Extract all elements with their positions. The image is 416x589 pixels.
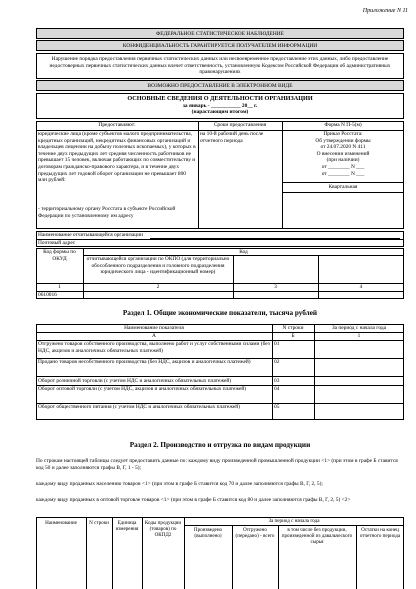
okud-header: Код формы по ОКУД: [43, 249, 76, 262]
section2-col-produced: Произведено (выполнено): [193, 527, 223, 540]
order-line-6: от ________ N ___: [321, 163, 365, 170]
okpo-header: отчитывающейся организации по ОКПО (для территориально обособленного подразделения и головного подразделения юридического лица - идентификационный номер): [86, 256, 230, 276]
section2-col-row: N строки: [89, 520, 109, 526]
section1-row-code: 01: [274, 341, 280, 347]
code-divider-2: [233, 255, 234, 299]
section2-col-stock: Остатки на конец отчетного периода: [359, 527, 401, 540]
section1-row-name: Продано товаров несобственного производства (без НДС, акцизов и аналогичных платежей): [38, 359, 251, 365]
section2-col-name: Наименование: [45, 520, 77, 526]
section2-col-codes: Коды продукции (товаров) по ОКПД2: [144, 520, 182, 539]
confidentiality-bar: [36, 40, 404, 51]
section2-col-unit: Единица измерения: [115, 520, 139, 533]
violation-text: Нарушение порядка предоставления первичных статистических данных или несвоевременное предоставление этих данных, либо предоставление недостоверных первичных статистических данных влечет ответственность, установленную Кодексом Российской Федерации об административных правонарушениях: [49, 56, 391, 76]
code-divider-3: [318, 255, 319, 299]
section2-header-rule: [184, 525, 404, 526]
fed-observation-bar: [36, 28, 404, 39]
section1-col-name: Наименование показателя: [124, 325, 184, 331]
postal-address-line: [80, 246, 400, 247]
form-number-header: Форма N П-5(м): [324, 122, 362, 128]
order-line-3: от 24.07.2020 N 411: [320, 144, 366, 151]
okud-value: 0610016: [38, 292, 57, 298]
submitters-text: юридические лица (кроме субъектов малого предпринимательства, кредитных организаций, некредитных финансовых организаций и владельцев лицензии на добычу полезных ископаемых), у которых в течение двух предыдущих лет средняя численность работников не превышает 15 человек, включая работающих по совместительству и договорам гражданско-правового характера, и в течение двух предыдущих лет годовой оборот организации не превышает 800 млн рублей:: [38, 131, 196, 184]
section1-row-name: Оборот розничной торговли (с учетом НДС и аналогичных обязательных платежей): [38, 377, 232, 384]
quarterly-rule-bottom: [282, 192, 404, 193]
org-info-divider: [36, 239, 404, 240]
section1-col-period: За период с начала года: [331, 325, 387, 331]
code-col-number-3: 3: [274, 284, 277, 290]
section1-row-code: 03: [274, 377, 280, 384]
section1-row-name: Отгружено товаров собственного производства, выполнено работ и услуг собственными силами (без НДС, акцизов и аналогичных обязательных платежей): [38, 341, 270, 354]
order-line-7: от ________ N ___: [321, 170, 365, 177]
section1-row-name: Оборот общественного питания (с учетом НДС и аналогичных обязательных платежей): [38, 404, 240, 410]
form-period: за январь - ___________ 20__ г.: [182, 102, 258, 109]
code-numbers-bottom: [36, 291, 404, 292]
section2-col-tolling: в том числе без продукции, произведенной из давальческого сырья: [281, 527, 353, 546]
code-col-number-4: 4: [359, 284, 363, 290]
section1-letter-a: А: [152, 333, 156, 339]
order-line-2: Об утверждении формы: [315, 137, 371, 144]
section1-letter-b: Б: [291, 333, 295, 339]
section1-letter-1: 1: [357, 333, 361, 339]
postal-address-label: Почтовый адрес: [38, 239, 76, 246]
confidentiality-text: КОНФИДЕНЦИАЛЬНОСТЬ ГАРАНТИРУЕТСЯ ПОЛУЧАТЕЛЕМ ИНФОРМАЦИИ: [122, 43, 318, 49]
org-name-line: [150, 238, 400, 239]
section1-col-row: N строки: [282, 325, 304, 331]
electronic-bar: [36, 80, 404, 91]
order-line-5: (при наличии): [326, 157, 360, 164]
section1-row-code: 04: [274, 386, 280, 392]
submitters-recipient: - территориальному органу Росстата в субъекте Российской Федерации по установленному им адресу: [38, 206, 176, 219]
deadlines-header: Сроки предоставления: [213, 122, 267, 128]
code-col-number-1: 1: [58, 284, 61, 290]
deadline-text: на 10-й рабочий день после отчетного периода: [200, 131, 264, 144]
quarterly-rule-top: [282, 182, 404, 183]
section1-row-code: 05: [274, 404, 280, 410]
code-col-number-2: 2: [156, 284, 160, 290]
section2-paragraph-3: каждому виду проданных в оптовой торговле товаров <1> (при этом в графе Б ставится код 80 и далее заполняются графы В, Г, 2, 5) <2>: [36, 497, 351, 503]
org-name-label: Наименование отчитывающейся организации: [38, 231, 143, 238]
section2-paragraph-2: каждому виду проданных населению товаров <1> (при этом в графе Б ставится код 70 и далее заполняются графы В, Г, 2, 5);: [36, 481, 323, 487]
order-line-4: О внесении изменений: [316, 150, 370, 157]
appendix-label: Приложение N 11: [362, 8, 408, 14]
submission-divider-1: [198, 121, 199, 229]
section2-title: Раздел 2. Производство и отгрузка по видам продукции: [129, 441, 311, 449]
code-header: Код: [239, 249, 248, 255]
section1-row-code: 02: [274, 359, 280, 365]
form-cumulative: (нарастающим итогом): [191, 109, 249, 116]
order-line-1: Приказ Росстата:: [323, 131, 363, 137]
section1-title: Раздел 1. Общие экономические показатели, тысяча рублей: [122, 309, 318, 317]
electronic-text: ВОЗМОЖНО ПРЕДОСТАВЛЕНИЕ В ЭЛЕКТРОННОМ ВИДЕ: [147, 83, 293, 89]
section2-since-year: За период с начала года: [268, 518, 320, 524]
section2-divider-1: [86, 517, 87, 589]
form-title-box: [36, 93, 404, 119]
section2-paragraph-1: По строкам настоящей таблицы следует предоставить данные по: каждому виду произведенной промышленной продукции <1> (при этом в графе Б ставится код 50 и далее заполняются графы В, Г, 1 - 5);: [36, 458, 398, 471]
submitters-header: Предоставляют:: [98, 122, 136, 128]
form-title: ОСНОВНЫЕ СВЕДЕНИЯ О ДЕЯТЕЛЬНОСТИ ОРГАНИЗАЦИИ: [127, 95, 313, 102]
section2-col-shipped: Отгружено (передано) - всего: [235, 527, 275, 540]
fed-observation-text: ФЕДЕРАЛЬНОЕ СТАТИСТИЧЕСКОЕ НАБЛЮДЕНИЕ: [156, 31, 284, 37]
section1-row-name: Оборот оптовой торговли (с учетом НДС, акцизов и аналогичных обязательных платежей): [38, 386, 247, 392]
order-block: [282, 131, 404, 177]
quarterly-label: Квартальная: [328, 184, 358, 190]
violation-box: [36, 53, 404, 79]
